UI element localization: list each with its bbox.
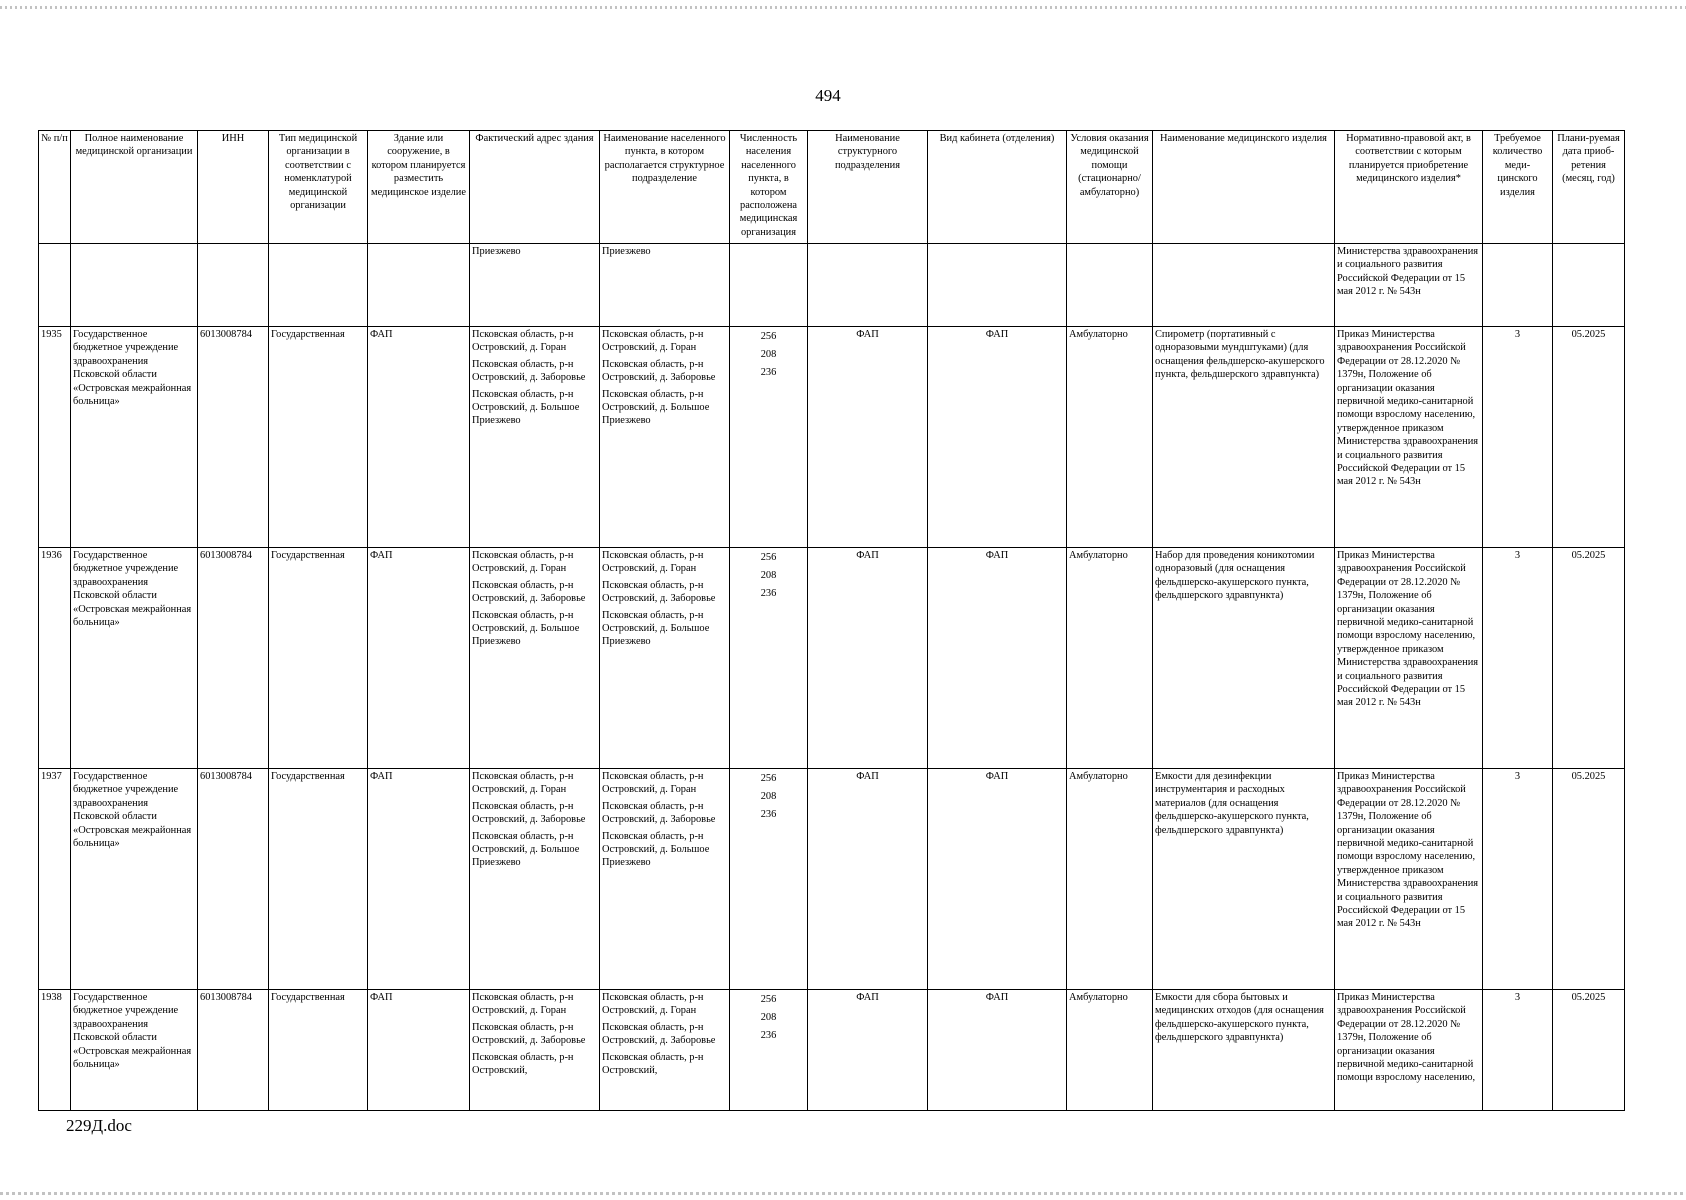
- inn-cell: 6013008784: [198, 548, 269, 769]
- cabinet-cell: ФАП: [928, 990, 1067, 1111]
- population-value: 236: [760, 367, 777, 378]
- org-type-cell: Государственная: [269, 548, 368, 769]
- unit-cell: ФАП: [808, 548, 928, 769]
- population-value: 208: [760, 791, 777, 802]
- continuation-row: [39, 244, 1625, 327]
- population-value: 236: [760, 809, 777, 820]
- footer-filename: 229Д.doc: [66, 1116, 132, 1135]
- table-row: [39, 990, 1625, 1111]
- settlement-line: Псковская область, р-н Островский, д. Заборовье: [602, 358, 716, 384]
- settlement-line: Псковская область, р-н Островский, д. Заборовье: [602, 800, 716, 826]
- settlement-line: Псковская область, р-н Островский, д. Горан: [602, 771, 704, 796]
- org-name-cell: Государственное бюджетное учреждение здравоохранения Псковской области «Островская межрайонная больница»: [71, 769, 198, 990]
- address-cell: [470, 990, 600, 1111]
- conditions-cell: Амбулаторно: [1067, 548, 1153, 769]
- cabinet-cell: ФАП: [928, 327, 1067, 548]
- quantity-cell: 3: [1483, 990, 1553, 1111]
- row-number: 1937: [39, 769, 71, 990]
- row-number: 1935: [39, 327, 71, 548]
- population-value: 236: [760, 1030, 777, 1041]
- page-number: 494: [815, 86, 841, 105]
- population-value: 256: [760, 331, 777, 342]
- population-value: 236: [760, 588, 777, 599]
- header-cell: Плани-руемая дата приоб-ретения (месяц, год): [1553, 131, 1625, 244]
- building-cell: ФАП: [368, 327, 470, 548]
- header-cell: Наименование структурного подразделения: [808, 131, 928, 244]
- settlement-line: Псковская область, р-н Островский, д. Горан: [602, 329, 704, 354]
- address-line: Псковская область, р-н Островский, д. Горан: [472, 771, 574, 796]
- population-cell: [730, 990, 808, 1111]
- header-cell: Наименование медицинского изделия: [1153, 131, 1335, 244]
- address-line: Псковская область, р-н Островский, д. Большое Приезжево: [472, 609, 580, 648]
- cabinet-cell: ФАП: [928, 769, 1067, 990]
- act-cell: Приказ Министерства здравоохранения Российской Федерации от 28.12.2020 № 1379н, Положение об организации оказания первичной медико-санитарной помощи взрослому населению, утвержденное приказом Министерства здравоохранения и социального развития Российской Федерации от 15 мая 2012 г. № 543н: [1335, 327, 1483, 548]
- address-line: Псковская область, р-н Островский,: [472, 1051, 574, 1077]
- org-name-cell: Государственное бюджетное учреждение здравоохранения Псковской области «Островская межрайонная больница»: [71, 990, 198, 1111]
- act-cell: Приказ Министерства здравоохранения Российской Федерации от 28.12.2020 № 1379н, Положение об организации оказания первичной медико-санитарной помощи взрослому населению, утвержденное приказом Министерства здравоохранения и социального развития Российской Федерации от 15 мая 2012 г. № 543н: [1335, 548, 1483, 769]
- population-cell: [730, 548, 808, 769]
- date-cell: 05.2025: [1553, 327, 1625, 548]
- header-cell: Здание или сооружение, в котором планируется разместить медицинское изделие: [368, 131, 470, 244]
- act-cell: Министерства здравоохранения и социального развития Российской Федерации от 15 мая 2012 г. № 543н: [1335, 244, 1483, 327]
- unit-cell: ФАП: [808, 327, 928, 548]
- population-value: 208: [760, 570, 777, 581]
- header-cell: Наименование населенного пункта, в котором располагается структурное подразделение: [600, 131, 730, 244]
- scan-edge-bottom: [0, 1192, 1686, 1195]
- header-cell: Численность населения населенного пункта, в котором расположена медицинская организация: [730, 131, 808, 244]
- inn-cell: 6013008784: [198, 327, 269, 548]
- address-line: Псковская область, р-н Островский, д. Заборовье: [472, 358, 586, 384]
- settlement-line: Псковская область, р-н Островский, д. Заборовье: [602, 1021, 716, 1047]
- quantity-cell: 3: [1483, 548, 1553, 769]
- row-number: 1938: [39, 990, 71, 1111]
- address-cell: [470, 548, 600, 769]
- org-type-cell: Государственная: [269, 769, 368, 990]
- header-cell: Полное наименование медицинской организации: [71, 131, 198, 244]
- settlement-cell: Приезжево: [600, 244, 730, 327]
- settlement-cell: [600, 548, 730, 769]
- address-line: Псковская область, р-н Островский, д. Большое Приезжево: [472, 388, 580, 427]
- conditions-cell: Амбулаторно: [1067, 990, 1153, 1111]
- address-line: Псковская область, р-н Островский, д. Заборовье: [472, 800, 586, 826]
- org-type-cell: Государственная: [269, 327, 368, 548]
- header-cell: Тип медицинской организации в соответствии с номенклатурой медицинской организации: [269, 131, 368, 244]
- device-cell: Набор для проведения коникотомии одноразовый (для оснащения фельдшерско-акушерского пункта, фельдшерского здравпункта): [1153, 548, 1335, 769]
- act-cell: Приказ Министерства здравоохранения Российской Федерации от 28.12.2020 № 1379н, Положение об организации оказания первичной медико-санитарной помощи взрослому населению,: [1335, 990, 1483, 1111]
- table-row: [39, 769, 1625, 990]
- settlement-cell: [600, 990, 730, 1111]
- table-row: [39, 327, 1625, 548]
- settlement-line: Псковская область, р-н Островский, д. Большое Приезжево: [602, 388, 710, 427]
- settlement-line: Псковская область, р-н Островский, д. Заборовье: [602, 579, 716, 605]
- address-line: Псковская область, р-н Островский, д. Горан: [472, 992, 574, 1017]
- settlement-line: Псковская область, р-н Островский, д. Горан: [602, 992, 704, 1017]
- cabinet-cell: ФАП: [928, 548, 1067, 769]
- header-cell: Условия оказания медицинской помощи (стационарно/ амбулаторно): [1067, 131, 1153, 244]
- date-cell: 05.2025: [1553, 548, 1625, 769]
- population-cell: [730, 769, 808, 990]
- address-line: Псковская область, р-н Островский, д. Заборовье: [472, 579, 586, 605]
- population-cell: [730, 327, 808, 548]
- org-name-cell: Государственное бюджетное учреждение здравоохранения Псковской области «Островская межрайонная больница»: [71, 548, 198, 769]
- device-cell: Емкости для дезинфекции инструментария и расходных материалов (для оснащения фельдшерско-акушерского пункта, фельдшерского здравпункта): [1153, 769, 1335, 990]
- settlement-cell: [600, 769, 730, 990]
- device-cell: Емкости для сбора бытовых и медицинских отходов (для оснащения фельдшерско-акушерского пункта, фельдшерского здравпункта): [1153, 990, 1335, 1111]
- inn-cell: 6013008784: [198, 990, 269, 1111]
- inn-cell: 6013008784: [198, 769, 269, 990]
- org-name-cell: Государственное бюджетное учреждение здравоохранения Псковской области «Островская межрайонная больница»: [71, 327, 198, 548]
- header-cell: Нормативно-правовой акт, в соответствии с которым планируется приобретение медицинского изделия*: [1335, 131, 1483, 244]
- scan-edge-top: [0, 6, 1686, 9]
- building-cell: ФАП: [368, 548, 470, 769]
- population-value: 256: [760, 994, 777, 1005]
- header-cell: Фактический адрес здания: [470, 131, 600, 244]
- population-value: 256: [760, 773, 777, 784]
- address-cell: [470, 327, 600, 548]
- quantity-cell: 3: [1483, 327, 1553, 548]
- quantity-cell: 3: [1483, 769, 1553, 990]
- device-cell: Спирометр (портативный с одноразовыми мундштуками) (для оснащения фельдшерско-акушерского пункта, фельдшерского здравпункта): [1153, 327, 1335, 548]
- date-cell: 05.2025: [1553, 990, 1625, 1111]
- conditions-cell: Амбулаторно: [1067, 327, 1153, 548]
- table-row: [39, 548, 1625, 769]
- date-cell: 05.2025: [1553, 769, 1625, 990]
- equipment-table: [38, 130, 1625, 1111]
- address-line: Псковская область, р-н Островский, д. Заборовье: [472, 1021, 586, 1047]
- header-cell: ИНН: [198, 131, 269, 244]
- unit-cell: ФАП: [808, 990, 928, 1111]
- settlement-line: Псковская область, р-н Островский, д. Горан: [602, 550, 704, 575]
- population-value: 208: [760, 349, 777, 360]
- header-cell: № п/п: [39, 131, 71, 244]
- address-cell: Приезжево: [470, 244, 600, 327]
- building-cell: ФАП: [368, 769, 470, 990]
- address-cell: [470, 769, 600, 990]
- conditions-cell: Амбулаторно: [1067, 769, 1153, 990]
- building-cell: ФАП: [368, 990, 470, 1111]
- row-number: 1936: [39, 548, 71, 769]
- settlement-line: Псковская область, р-н Островский,: [602, 1051, 704, 1077]
- header-cell: Требуемое количество меди-цинского изделия: [1483, 131, 1553, 244]
- address-line: Псковская область, р-н Островский, д. Большое Приезжево: [472, 830, 580, 869]
- address-line: Псковская область, р-н Островский, д. Горан: [472, 329, 574, 354]
- org-type-cell: Государственная: [269, 990, 368, 1111]
- act-cell: Приказ Министерства здравоохранения Российской Федерации от 28.12.2020 № 1379н, Положение об организации оказания первичной медико-санитарной помощи взрослому населению, утвержденное приказом Министерства здравоохранения и социального развития Российской Федерации от 15 мая 2012 г. № 543н: [1335, 769, 1483, 990]
- population-value: 208: [760, 1012, 777, 1023]
- address-line: Псковская область, р-н Островский, д. Горан: [472, 550, 574, 575]
- settlement-line: Псковская область, р-н Островский, д. Большое Приезжево: [602, 830, 710, 869]
- population-value: 256: [760, 552, 777, 563]
- settlement-line: Псковская область, р-н Островский, д. Большое Приезжево: [602, 609, 710, 648]
- table-header-row: [39, 131, 1625, 244]
- unit-cell: ФАП: [808, 769, 928, 990]
- header-cell: Вид кабинета (отделения): [928, 131, 1067, 244]
- settlement-cell: [600, 327, 730, 548]
